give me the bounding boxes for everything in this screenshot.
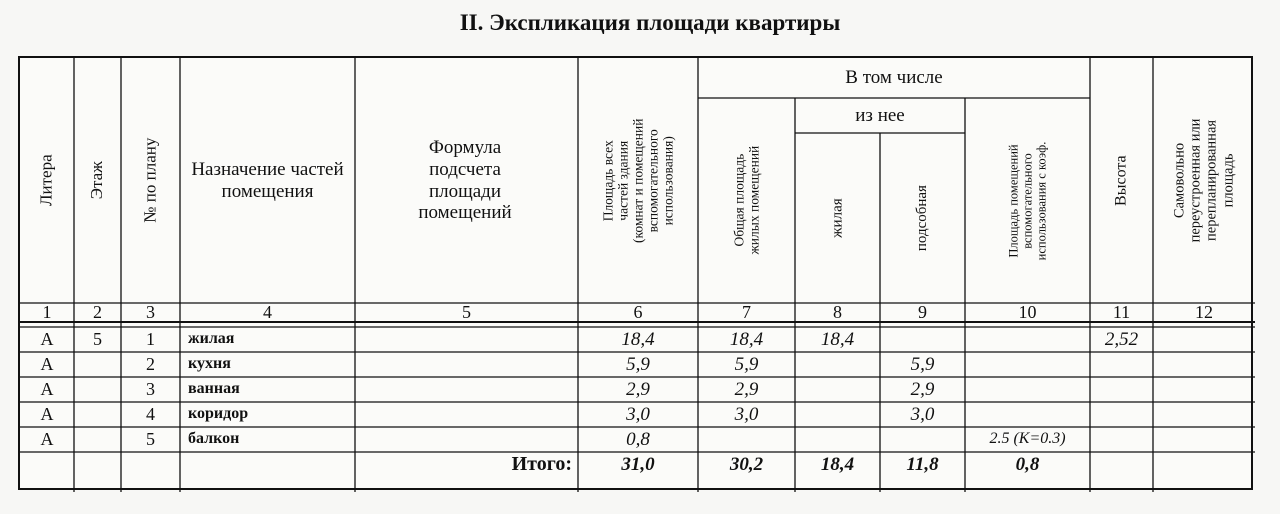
cell-obshchaya: 5,9	[734, 353, 759, 375]
cell-zhilaya	[795, 377, 880, 402]
column-number: 9	[918, 302, 927, 323]
total-vsego: 31,0	[621, 453, 655, 475]
column-number: 2	[93, 302, 102, 323]
header-naznachenie: Назначение частей помещения	[191, 158, 344, 202]
cell-naznachenie: кухня	[188, 355, 231, 373]
header-podsobnaya: подсобная	[914, 184, 931, 252]
header-v-tom-chisle: В том числе	[845, 67, 943, 89]
cell-vspom: 2.5 (K=0.3)	[989, 430, 1066, 448]
cell-podsobnaya	[880, 427, 965, 452]
header-samovolno-text: Самовольно переустроенная или перепланированная площадь	[1171, 118, 1237, 243]
cell-vsego: 5,9	[626, 353, 650, 375]
header-vspomogat-text: Площадь помещений вспомогательного использования с коэф.	[1006, 141, 1049, 260]
cell-vysota	[1090, 377, 1153, 402]
total-obshchaya: 30,2	[729, 453, 764, 475]
header-vysota: Высота	[1112, 155, 1130, 206]
header-vspomogat	[965, 98, 1090, 303]
cell-nomer: 3	[146, 379, 155, 400]
cell-vspom	[965, 327, 1090, 352]
cell-podsobnaya: 2,9	[910, 378, 935, 400]
total-vspom: 0,8	[1015, 453, 1040, 475]
header-iz-nee: из нее	[855, 104, 905, 126]
cell-vspom	[965, 377, 1090, 402]
header-obshchaya-text: Общая площадь жилых помещений	[731, 146, 762, 255]
cell-vspom	[965, 402, 1090, 427]
cell-etazh	[74, 377, 121, 402]
header-ploshchad-vsekh-text: Площадь всех частей здания (комнат и помещений вспомогательного использования)	[600, 118, 676, 243]
column-number: 12	[1195, 302, 1213, 323]
cell-vysota	[1090, 427, 1153, 452]
cell-vsego: 2,9	[626, 378, 650, 400]
cell-naznachenie: балкон	[188, 430, 240, 448]
cell-vysota	[1090, 352, 1153, 377]
header-litera: Литера	[36, 154, 56, 207]
explication-table	[18, 56, 1253, 490]
document-title: II. Экспликация площади квартиры	[459, 10, 841, 35]
cell-vsego: 18,4	[621, 328, 655, 350]
cell-zhilaya: 18,4	[820, 328, 855, 350]
cell-naznachenie: коридор	[188, 405, 249, 423]
cell-naznachenie: ванная	[188, 380, 240, 398]
total-zhilaya: 18,4	[820, 453, 855, 475]
cell-vysota: 2,52	[1104, 328, 1139, 350]
column-number: 3	[146, 302, 155, 323]
header-obshchaya	[698, 98, 795, 303]
cell-etazh: 5	[93, 329, 102, 350]
cell-zhilaya	[795, 427, 880, 452]
cell-nomer: 5	[146, 429, 155, 450]
cell-podsobnaya: 3,0	[910, 403, 935, 425]
cell-obshchaya: 2,9	[734, 378, 759, 400]
cell-nomer: 2	[146, 354, 155, 375]
column-number: 5	[462, 302, 471, 323]
total-label: Итого:	[511, 453, 572, 475]
cell-litera: А	[40, 429, 54, 450]
header-samovolno	[1153, 58, 1255, 303]
cell-etazh	[74, 427, 121, 452]
cell-podsobnaya: 5,9	[910, 353, 935, 375]
cell-zhilaya	[795, 352, 880, 377]
cell-vsego: 0,8	[626, 428, 650, 450]
header-zhilaya: жилая	[829, 198, 846, 238]
column-number: 8	[833, 302, 842, 323]
cell-litera: А	[40, 379, 54, 400]
header-etazh: Этаж	[87, 161, 107, 200]
cell-vysota	[1090, 402, 1153, 427]
column-number: 6	[633, 302, 643, 323]
cell-nomer: 1	[146, 329, 155, 350]
header-formula: Формула подсчета площади помещений	[418, 136, 512, 224]
column-number: 4	[263, 302, 272, 323]
cell-etazh	[74, 402, 121, 427]
column-number: 10	[1018, 302, 1037, 323]
cell-litera: А	[40, 404, 54, 425]
cell-nomer: 4	[146, 404, 155, 425]
column-number: 11	[1112, 302, 1131, 323]
cell-naznachenie: жилая	[188, 330, 235, 348]
cell-litera: А	[40, 329, 54, 350]
cell-vspom	[965, 352, 1090, 377]
cell-obshchaya: 18,4	[729, 328, 764, 350]
column-number: 7	[742, 302, 751, 323]
column-number: 1	[42, 302, 52, 323]
cell-zhilaya	[795, 402, 880, 427]
cell-litera: А	[40, 354, 54, 375]
cell-etazh	[74, 352, 121, 377]
cell-podsobnaya	[880, 327, 965, 352]
header-nomer: № по плану	[140, 137, 160, 224]
total-podsobnaya: 11,8	[906, 453, 939, 475]
cell-obshchaya: 3,0	[734, 403, 759, 425]
header-ploshchad-vsekh	[578, 58, 698, 303]
cell-vsego: 3,0	[626, 403, 650, 425]
cell-obshchaya	[698, 427, 795, 452]
